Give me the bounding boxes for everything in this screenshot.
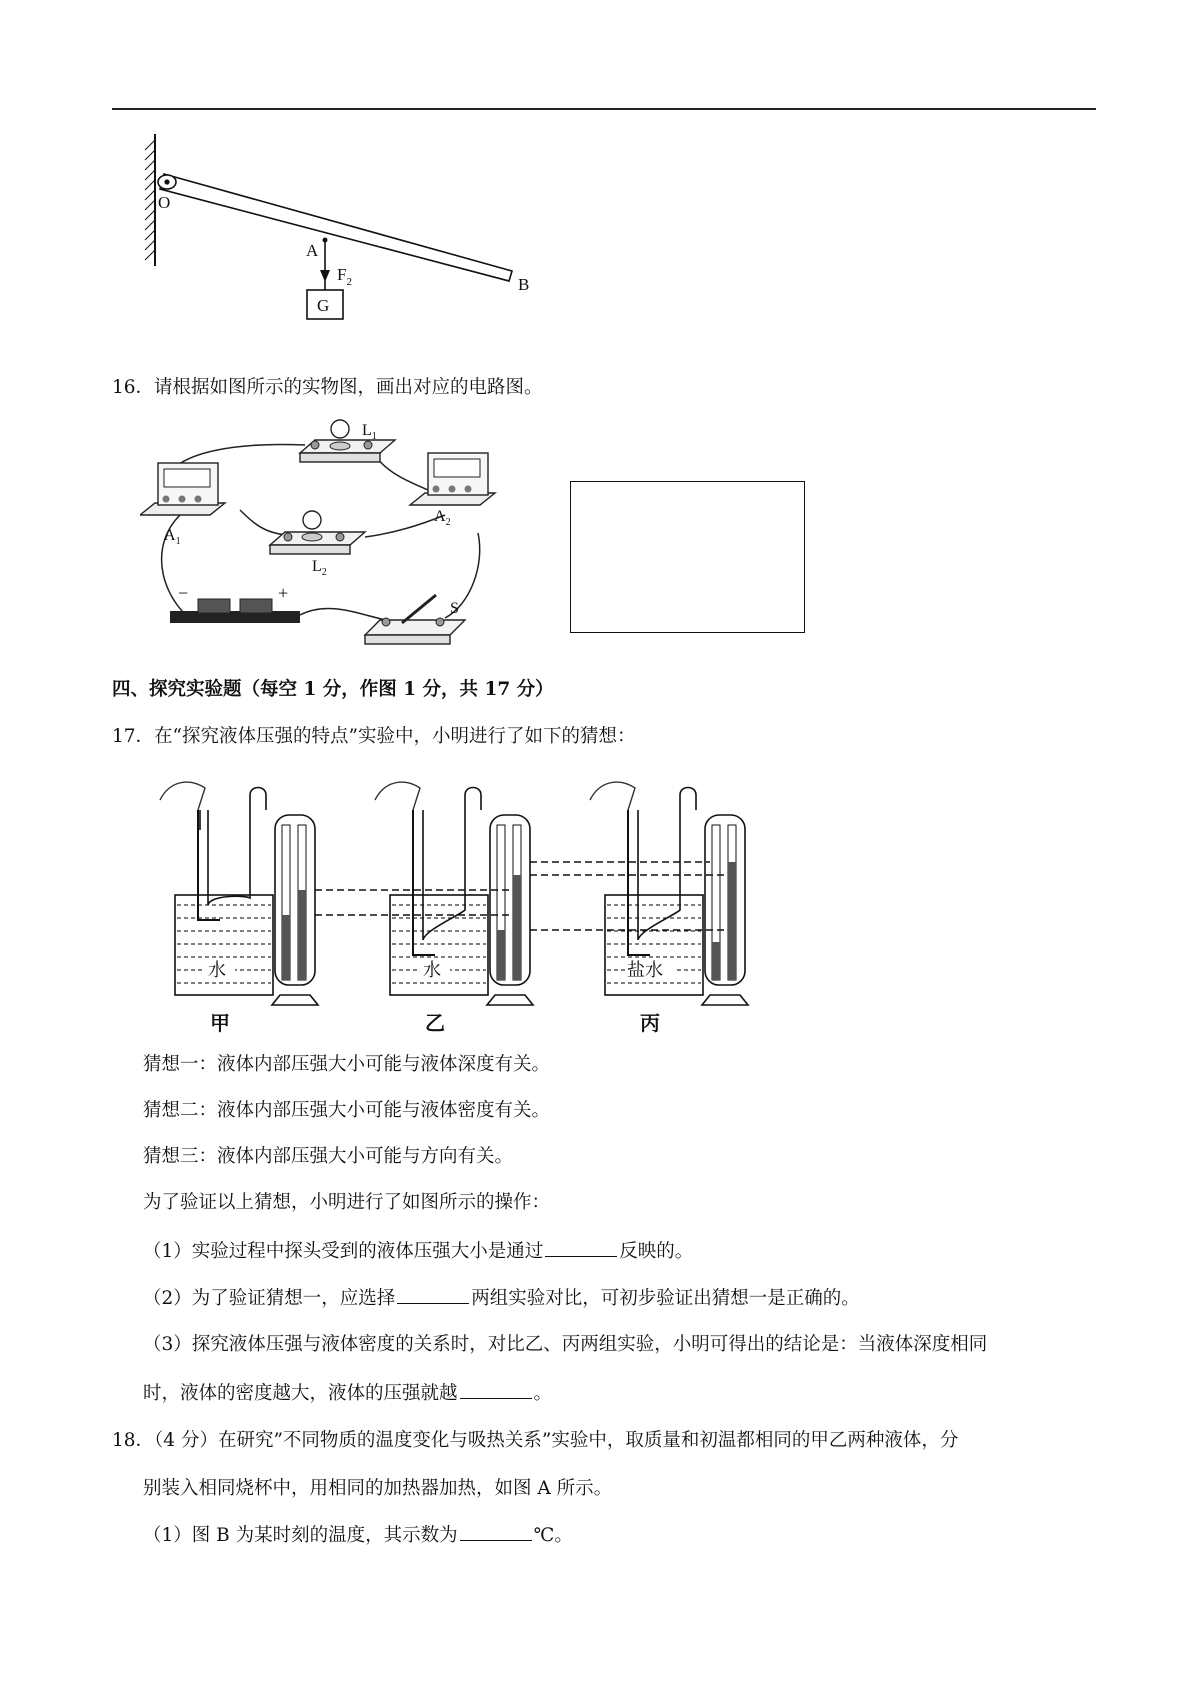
pressure-figure: [150, 770, 790, 1040]
q17-intro: 17．在“探究液体压强的特点”实验中，小明进行了如下的猜想：: [112, 726, 636, 747]
section4-title: 四、探究实验题（每空 1 分，作图 1 分，共 17 分）: [112, 679, 554, 700]
q17-part3-line2: [143, 1380, 552, 1407]
header-rule: [112, 108, 1096, 110]
label-minus: −: [178, 583, 189, 603]
q17-verify: 为了验证以上猜想，小明进行了如图所示的操作：: [143, 1192, 551, 1213]
answer-blank-1[interactable]: [545, 1238, 617, 1257]
fig-label-1: 甲: [210, 1013, 230, 1035]
fig-label-3: 丙: [640, 1013, 660, 1035]
q17-guess1: 猜想一：液体内部压强大小可能与液体深度有关。: [143, 1054, 551, 1075]
answer-box: [570, 481, 805, 633]
lever-figure: [130, 130, 550, 350]
answer-blank-2[interactable]: [397, 1285, 469, 1304]
circuit-figure: [140, 415, 560, 660]
q17-part2-before: （2）为了验证猜想一，应选择: [143, 1288, 396, 1309]
q17-part2-after: 两组实验对比，可初步验证出猜想一是正确的。: [471, 1288, 860, 1309]
q17-guess2: 猜想二：液体内部压强大小可能与液体密度有关。: [143, 1100, 551, 1121]
answer-blank-3[interactable]: [460, 1380, 532, 1399]
label-a2: $A_2$: [434, 508, 451, 528]
answer-blank-4[interactable]: [460, 1522, 532, 1541]
liquid-label-3: 盐水: [627, 960, 663, 980]
q17-part3-before: 时，液体的密度越大，液体的压强就越: [143, 1383, 458, 1404]
q18-line2: 别装入相同烧杯中，用相同的加热器加热，如图 A 所示。: [143, 1478, 613, 1499]
q16-text: 16．请根据如图所示的实物图，画出对应的电路图。: [112, 377, 543, 398]
q18-part1: [143, 1522, 573, 1549]
label-f: $F_2$: [337, 265, 352, 288]
label-b: B: [518, 275, 530, 294]
label-l1: $L_1$: [362, 422, 377, 442]
liquid-label-1: 水: [208, 960, 226, 980]
q17-part2: [143, 1285, 860, 1312]
q17-part1-before: （1）实验过程中探头受到的液体压强大小是通过: [143, 1241, 544, 1262]
label-a: A: [306, 241, 319, 260]
label-plus: +: [278, 583, 289, 603]
q17-part1: [143, 1238, 693, 1265]
q18-line1: 18．（4 分）在研究”不同物质的温度变化与吸热关系”实验中，取质量和初温都相同的甲乙两种液体，分: [112, 1430, 959, 1451]
q17-part3-after: 。: [533, 1383, 553, 1404]
liquid-label-2: 水: [423, 960, 441, 980]
q18-part1-after: ℃。: [533, 1525, 573, 1546]
q17-part3-line1: （3）探究液体压强与液体密度的关系时，对比乙、丙两组实验，小明可得出的结论是：当液体深度相同: [143, 1334, 988, 1355]
label-l2: $L_2$: [312, 558, 327, 578]
q17-guess3: 猜想三：液体内部压强大小可能与方向有关。: [143, 1146, 514, 1167]
label-g: G: [317, 296, 330, 315]
label-o: O: [158, 193, 171, 212]
q18-part1-before: （1）图 B 为某时刻的温度，其示数为: [143, 1525, 458, 1546]
label-s: S: [450, 600, 459, 617]
label-a1: $A_1$: [164, 527, 181, 547]
q17-part1-after: 反映的。: [619, 1241, 694, 1262]
fig-label-2: 乙: [425, 1013, 445, 1035]
